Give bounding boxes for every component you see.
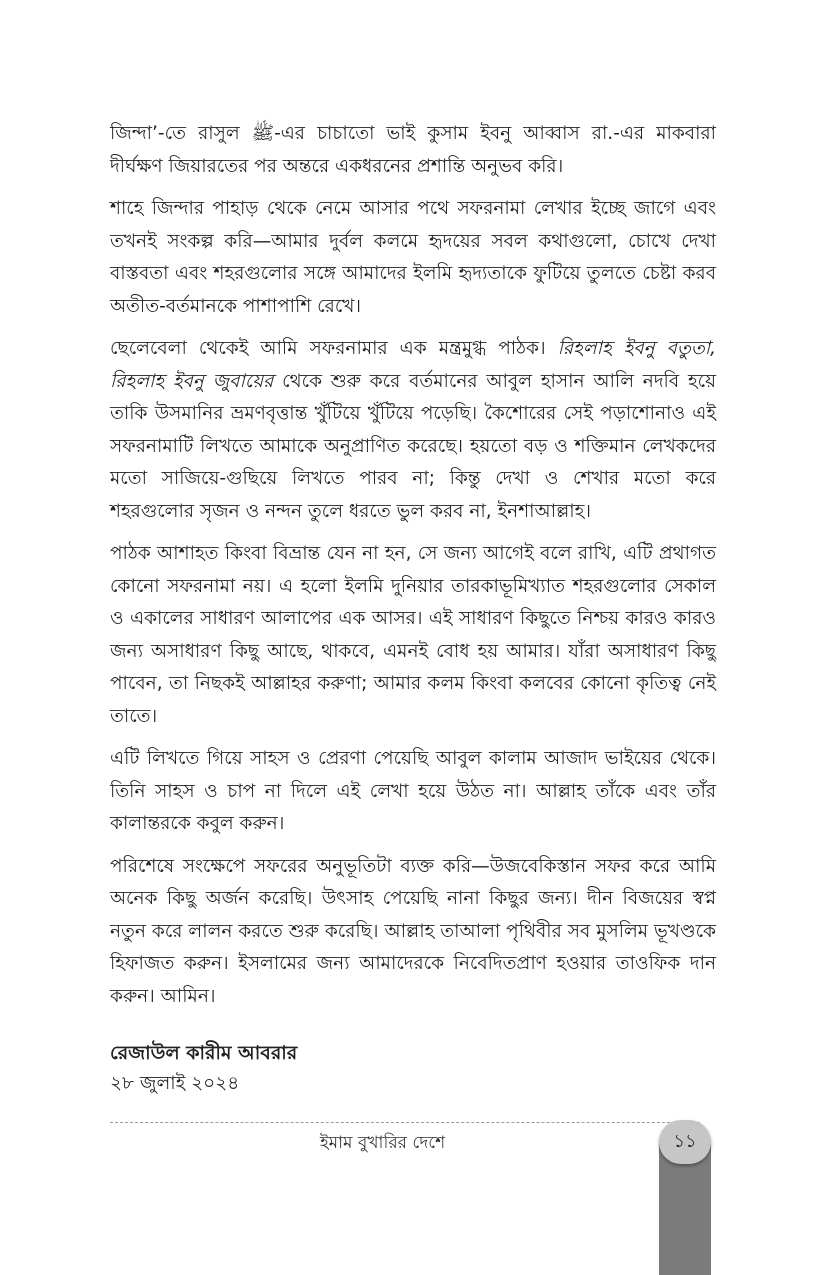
signature-date: ২৮ জুলাই ২০২৪ [110,1073,240,1094]
running-title: ইমাম বুখারির দেশে [319,1133,446,1153]
paragraph-5: এটি লিখতে গিয়ে সাহস ও প্রেরণা পেয়েছি আবুল কালাম আজাদ ভাইয়ের থেকে। তিনি সাহস ও চাপ না দিলে এই লেখা হয়ে উঠত না। আল্লাহ তাঁকে এবং তাঁর কালান্তরকে কবুল করুন। [110,748,716,834]
footer-divider [110,1122,700,1123]
page-number: ১১ [659,1120,711,1164]
author-name: রেজাউল কারীম আবরার [110,1042,298,1064]
book-titles: রিহলাহ ইবনু বতুতা, রিহলাহ ইবনু জুবায়ের [110,338,716,392]
paragraph-3 [110,333,716,528]
paragraph-3-lead: ছেলেবেলা থেকেই আমি সফরনামার এক মন্ত্রমুগ্ধ পাঠক। [110,338,558,359]
paragraph-3-rest: থেকে শুরু করে বর্তমানের আবুল হাসান আলি নদবি হয়ে তাকি উসমানির ভ্রমণবৃত্তান্ত খুঁটিয়ে খুঁটিয়ে পড়েছি। কৈশোরের সেই পড়াশোনাও এই সফরনামাটি লিখতে আমাকে অনুপ্রাণিত করেছে। হয়তো বড় ও শক্তিমান লেখকদের মতো সাজিয়ে-গুছিয়ে লিখতে পারব না; কিন্তু দেখা ও শেখার মতো করে শহরগুলোর সৃজন ও নন্দন তুলে ধরতে ভুল করব না, ইনশাআল্লাহ। [110,370,716,522]
page-body [110,118,716,1099]
paragraph-1: জিন্দা’-তে রাসুল ﷺ-এর চাচাতো ভাই কুসাম ইবনু আব্বাস রা.-এর মাকবারা দীর্ঘক্ষণ জিয়ারতের পর অন্তরে একধরনের প্রশান্তি অনুভব করি। [110,123,716,177]
paragraph-2: শাহে জিন্দার পাহাড় থেকে নেমে আসার পথে সফরনামা লেখার ইচ্ছে জাগে এবং তখনই সংকল্প করি—আমার দুর্বল কলমে হৃদয়ের সবল কথাগুলো, চোখে দেখা বাস্তবতা এবং শহরগুলোর সঙ্গে আমাদের ইলমি হৃদ্যতাকে ফুটিয়ে তুলতে চেষ্টা করব অতীত-বর্তমানকে পাশাপাশি রেখে। [110,198,716,317]
paragraph-6: পরিশেষে সংক্ষেপে সফরের অনুভূতিটা ব্যক্ত করি—উজবেকিস্তান সফর করে আমি অনেক কিছু অর্জন করেছি। উৎসাহ পেয়েছি নানা কিছুর জন্য। দীন বিজয়ের স্বপ্ন নতুন করে লালন করতে শুরু করেছি। আল্লাহ তাআলা পৃথিবীর সব মুসলিম ভূখণ্ডকে হিফাজত করুন। ইসলামের জন্য আমাদেরকে নিবেদিতপ্রাণ হওয়ার তাওফিক দান করুন। আমিন। [110,855,716,1007]
paragraph-4: পাঠক আশাহত কিংবা বিভ্রান্ত যেন না হন, সে জন্য আগেই বলে রাখি, এটি প্রথাগত কোনো সফরনামা নয়। এ হলো ইলমি দুনিয়ার তারকাভূমিখ্যাত শহরগুলোর সেকাল ও একালের সাধারণ আলাপের এক আসর। এই সাধারণ কিছুতে নিশ্চয় কারও কারও জন্য অসাধারণ কিছু আছে, থাকবে, এমনই বোধ হয় আমার। যাঁরা অসাধারণ কিছু পাবেন, তা নিছকই আল্লাহর করুণা; আমার কলম কিংবা কলবের কোনো কৃতিত্ব নেই তাতে। [110,543,716,727]
